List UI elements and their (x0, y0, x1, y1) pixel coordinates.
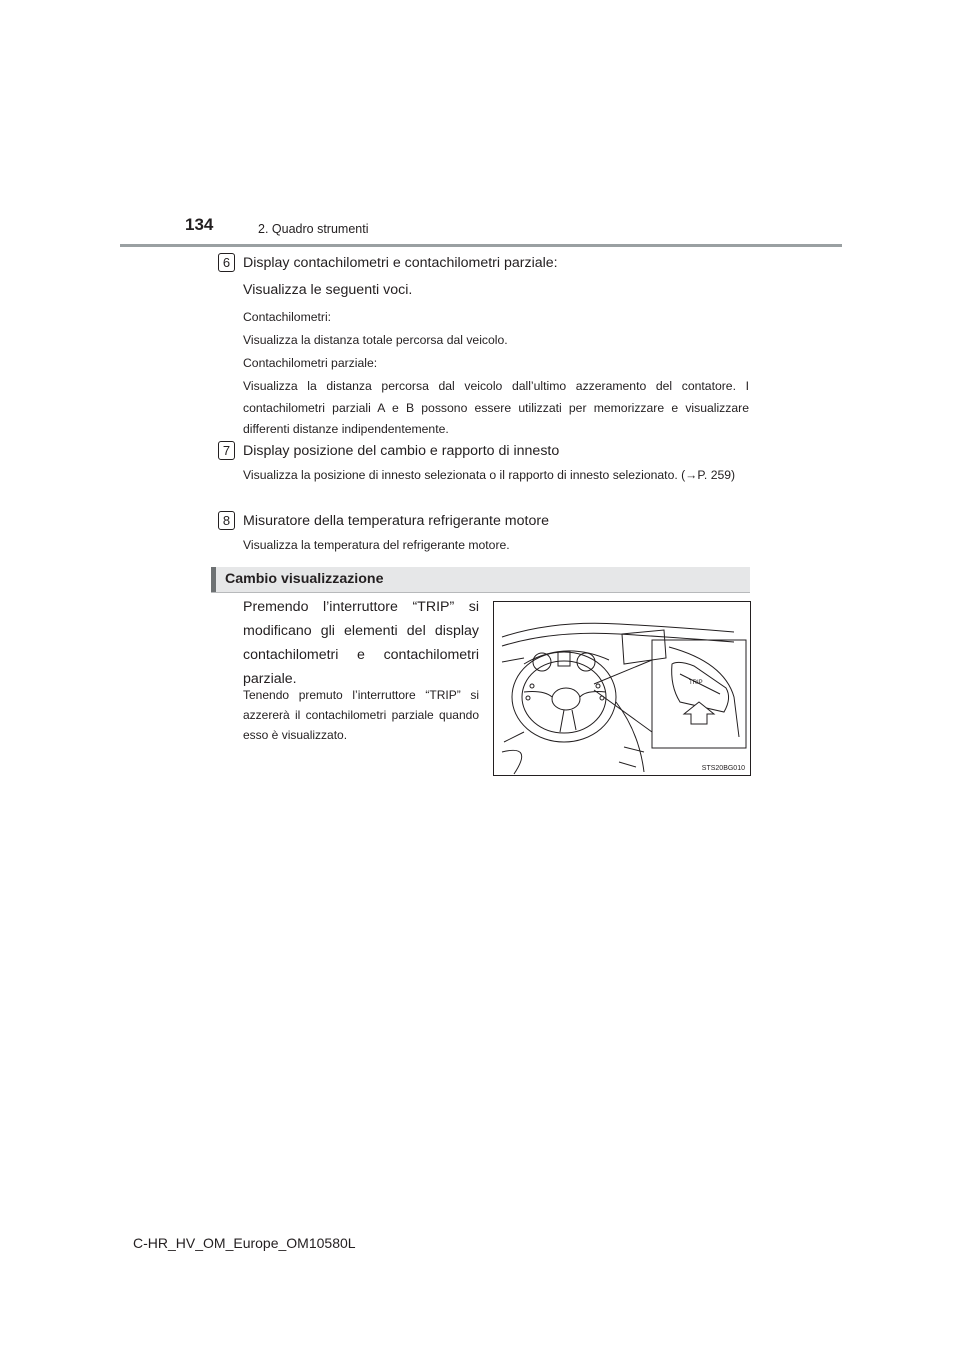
item-6-number-icon: 6 (218, 253, 235, 272)
section-banner (211, 567, 750, 593)
page-number: 134 (185, 215, 214, 234)
item-6-entry-text: Visualizza la distanza totale percorsa dal veicolo. (243, 333, 508, 347)
trip-switch-illustration (493, 601, 751, 776)
item-8-title: Misuratore della temperatura refrigerante motore (243, 513, 549, 529)
item-6-entry-label: Contachilometri parziale: (243, 356, 378, 370)
item-7-number-icon: 7 (218, 441, 235, 460)
item-8-number-icon: 8 (218, 511, 235, 530)
display-change-paragraph: Premendo l’interruttore “TRIP” si modificano gli elementi del display contachilometri e contachilometri parziale. (243, 599, 479, 687)
trip-button-label: TRIP (689, 680, 703, 686)
display-change-note: Tenendo premuto l’interruttore “TRIP” si azzererà il contachilometri parziale quando esso è visualizzato. (243, 688, 479, 742)
header-rule (120, 244, 842, 247)
banner-title: Cambio visualizzazione (225, 571, 384, 587)
item-6-intro: Visualizza le seguenti voci. (243, 282, 413, 298)
item-7-text: Visualizza la posizione di innesto selezionata o il rapporto di innesto selezionato. (→P. 259) (243, 468, 736, 482)
manual-code: C-HR_HV_OM_Europe_OM10580L (133, 1235, 356, 1251)
item-7-title: Display posizione del cambio e rapporto di innesto (243, 443, 560, 459)
item-6-entry-label: Contachilometri: (243, 310, 332, 324)
figure-code: STS20BG010 (701, 765, 745, 772)
dashboard-drawing (494, 602, 751, 776)
banner-accent-bar (211, 567, 216, 592)
section-title: 2. Quadro strumenti (258, 222, 369, 236)
item-6-entry-text: Visualizza la distanza percorsa dal veicolo dall’ultimo azzeramento del contatore. I contachilometri parziali A e B possono essere utilizzati per memorizzare e visualizzare differenti distanze indipendentemente. (243, 379, 749, 436)
press-arrow-icon (684, 702, 714, 724)
item-6-title: Display contachilometri e contachilometri parziale: (243, 255, 558, 271)
item-8-text: Visualizza la temperatura del refrigerante motore. (243, 538, 510, 552)
